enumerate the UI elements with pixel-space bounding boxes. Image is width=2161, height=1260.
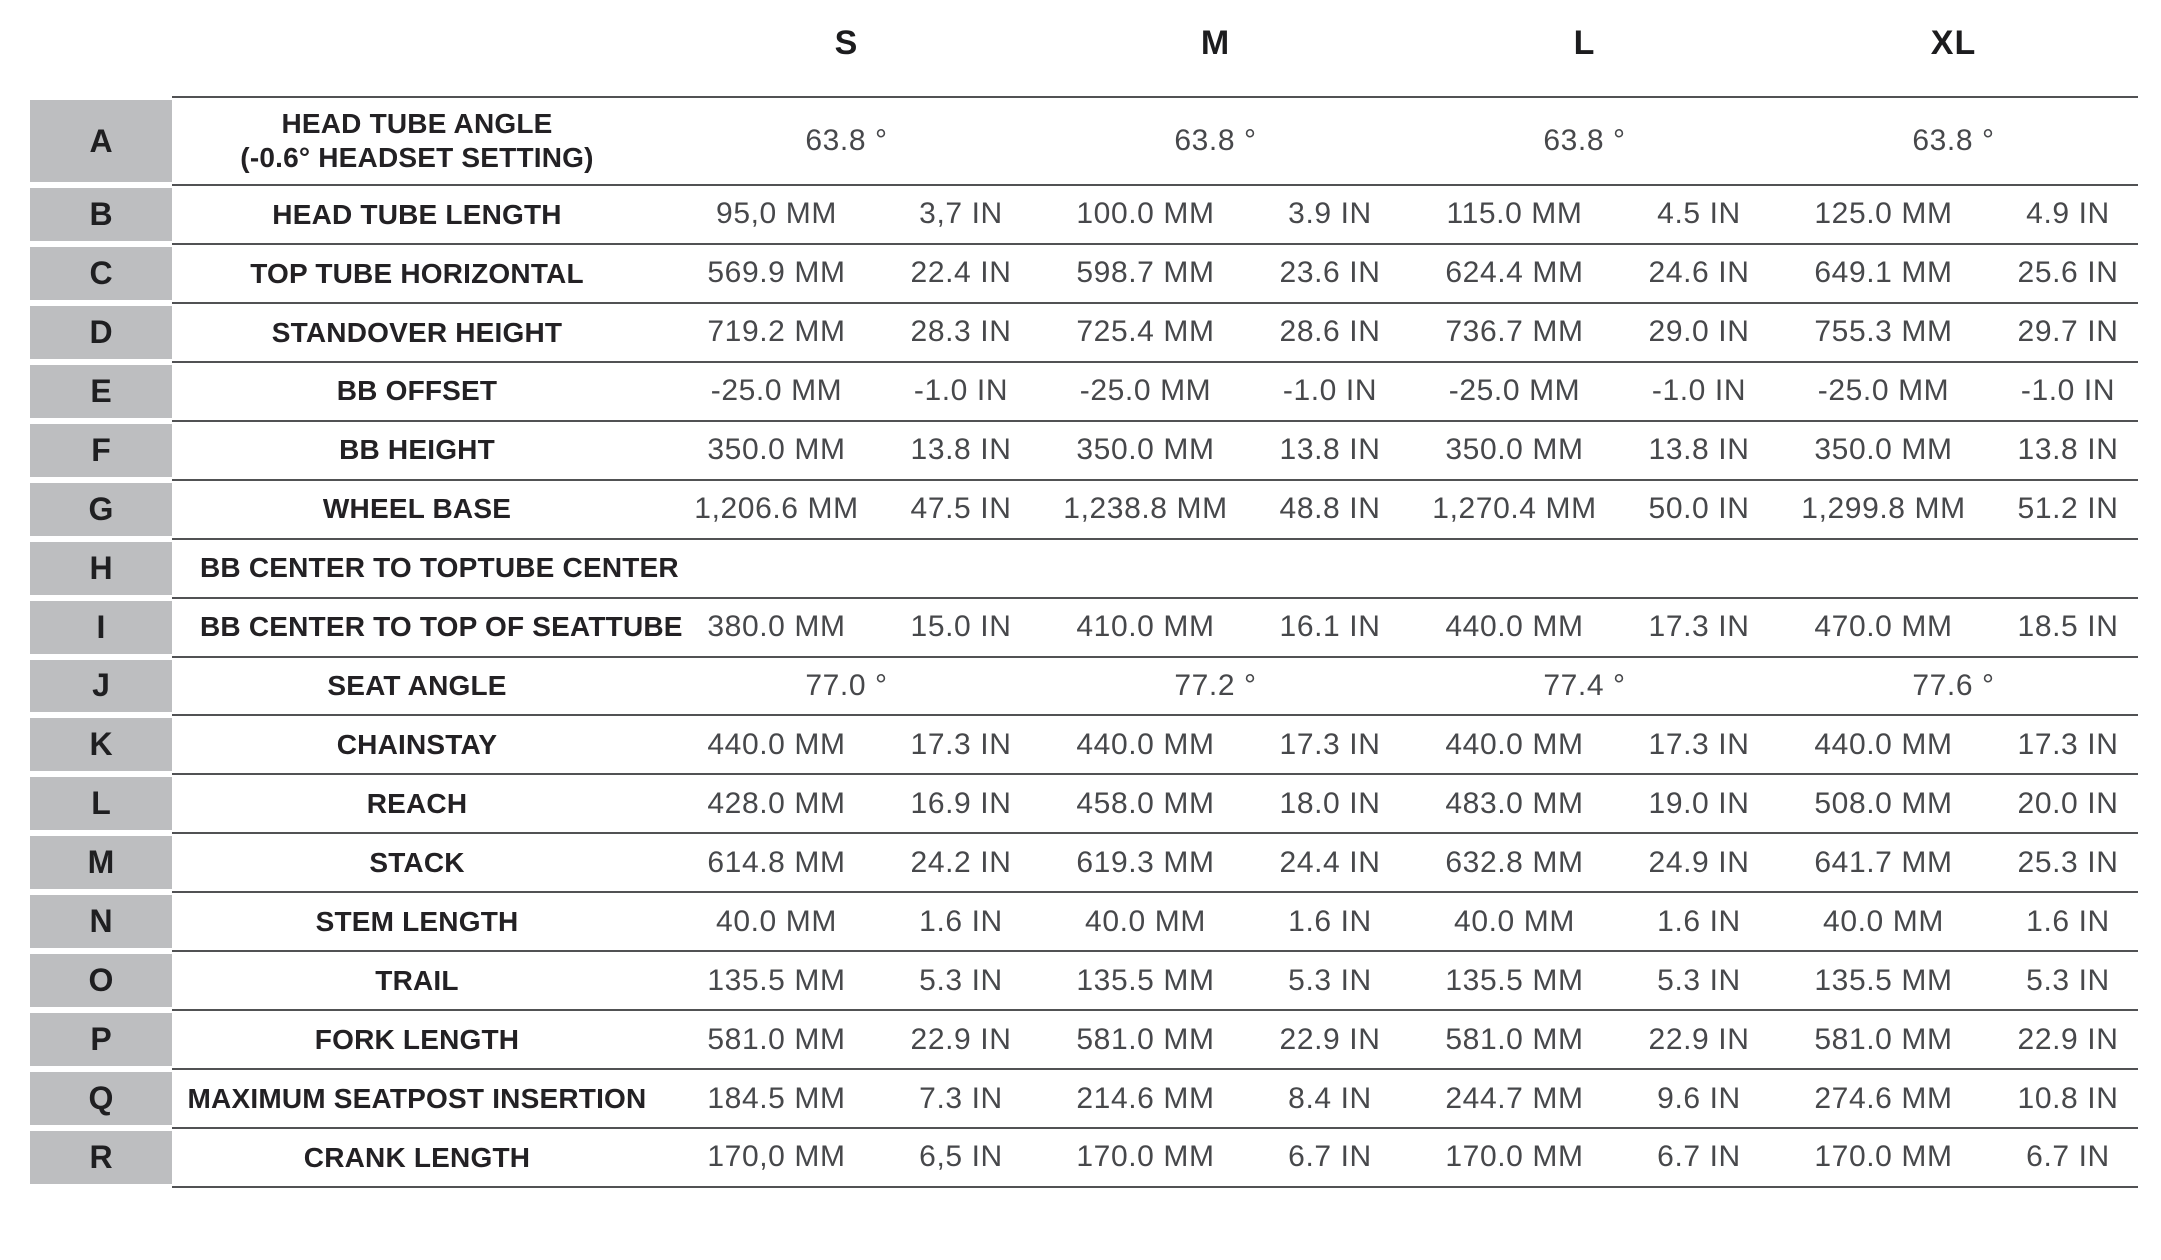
row-label: [172, 362, 662, 421]
value-mm: 40.0 MM: [1085, 904, 1206, 938]
value-mm: 614.8 MM: [707, 845, 846, 879]
row-label-text: BB CENTER TO TOPTUBE CENTER: [200, 552, 679, 584]
value-mm: 619.3 MM: [1076, 845, 1215, 879]
value-mm: 350.0 MM: [1445, 433, 1584, 467]
value-mm: 624.4 MM: [1445, 256, 1584, 290]
value-mm: 470.0 MM: [1814, 610, 1953, 644]
value-mm: 274.6 MM: [1814, 1081, 1953, 1115]
value-angle: 77.4 °: [1543, 668, 1626, 702]
value-mm: 725.4 MM: [1076, 315, 1215, 349]
value-in: 6,5 IN: [919, 1140, 1003, 1174]
value-mm: 736.7 MM: [1445, 315, 1584, 349]
row-letter: R: [30, 1131, 172, 1184]
row-label-text: REACH: [366, 788, 468, 820]
value-mm: 170.0 MM: [1076, 1140, 1215, 1174]
value-mm: 135.5 MM: [707, 963, 846, 997]
value-mm: 641.7 MM: [1814, 845, 1953, 879]
row-label-text: HEAD TUBE LENGTH: [272, 198, 562, 230]
table-row-n: [30, 892, 2138, 951]
value-in: 22.9 IN: [2017, 1022, 2119, 1056]
value-mm: 214.6 MM: [1076, 1081, 1215, 1115]
value-in: -1.0 IN: [2020, 374, 2116, 408]
value-in: 4.9 IN: [2026, 197, 2110, 231]
value-in: 5.3 IN: [919, 963, 1003, 997]
corner-spacer: [30, 44, 662, 54]
value-in: 17.3 IN: [2017, 727, 2119, 761]
row-label: [172, 774, 662, 833]
row-label: [172, 657, 662, 716]
row-letter: J: [30, 660, 172, 713]
row-letter: M: [30, 836, 172, 889]
row-letter: G: [30, 483, 172, 536]
value-in: 3.9 IN: [1288, 197, 1372, 231]
value-in: 24.4 IN: [1279, 845, 1381, 879]
value-mm: 170.0 MM: [1445, 1140, 1584, 1174]
value-mm: 649.1 MM: [1814, 256, 1953, 290]
table-row-k: [30, 715, 2138, 774]
value-in: 5.3 IN: [1657, 963, 1741, 997]
size-header-s: S: [834, 24, 859, 62]
value-mm: 458.0 MM: [1076, 786, 1215, 820]
row-label: [172, 715, 662, 774]
row-label-text: MAXIMUM SEATPOST INSERTION: [187, 1082, 647, 1114]
value-mm: 350.0 MM: [1076, 433, 1215, 467]
value-mm: 100.0 MM: [1076, 197, 1215, 231]
value-in: 10.8 IN: [2017, 1081, 2119, 1115]
value-in: 17.3 IN: [1648, 727, 1750, 761]
value-in: 29.7 IN: [2017, 315, 2119, 349]
table-row-e: [30, 362, 2138, 421]
value-in: 1.6 IN: [1657, 904, 1741, 938]
value-angle: 77.2 °: [1174, 668, 1257, 702]
value-mm: 581.0 MM: [1445, 1022, 1584, 1056]
size-header-l: L: [1573, 24, 1596, 62]
row-label: [172, 421, 662, 480]
value-mm: 350.0 MM: [1814, 433, 1953, 467]
value-in: 29.0 IN: [1648, 315, 1750, 349]
value-in: 17.3 IN: [1648, 610, 1750, 644]
table-row-i: [30, 598, 2138, 657]
row-label-text: SEAT ANGLE: [327, 670, 507, 702]
value-angle: 63.8 °: [1912, 124, 1995, 157]
value-in: 24.2 IN: [910, 845, 1012, 879]
value-in: 1.6 IN: [1288, 904, 1372, 938]
value-mm: -25.0 MM: [710, 374, 843, 408]
value-in: 22.9 IN: [1279, 1022, 1381, 1056]
value-mm: -25.0 MM: [1448, 374, 1581, 408]
value-in: -1.0 IN: [1282, 374, 1378, 408]
row-label: [172, 244, 662, 303]
row-label: [172, 951, 662, 1010]
value-in: -1.0 IN: [913, 374, 1009, 408]
row-label: [172, 539, 2138, 598]
value-mm: 170,0 MM: [707, 1140, 846, 1174]
value-in: 20.0 IN: [2017, 786, 2119, 820]
value-in: 48.8 IN: [1279, 492, 1381, 526]
value-mm: 755.3 MM: [1814, 315, 1953, 349]
row-letter: F: [30, 424, 172, 477]
value-mm: 440.0 MM: [707, 727, 846, 761]
table-row-p: [30, 1010, 2138, 1069]
value-mm: -25.0 MM: [1079, 374, 1212, 408]
value-in: 28.3 IN: [910, 315, 1012, 349]
value-mm: 598.7 MM: [1076, 256, 1215, 290]
row-label: [172, 1069, 662, 1128]
value-mm: 440.0 MM: [1445, 610, 1584, 644]
value-mm: 569.9 MM: [707, 256, 846, 290]
row-letter: E: [30, 365, 172, 418]
table-row-o: [30, 951, 2138, 1010]
row-label: [172, 1010, 662, 1069]
value-in: 8.4 IN: [1288, 1081, 1372, 1115]
value-in: 15.0 IN: [910, 610, 1012, 644]
table-row-r: [30, 1128, 2138, 1187]
value-in: 17.3 IN: [1279, 727, 1381, 761]
row-label: [172, 598, 683, 657]
row-label: [172, 833, 662, 892]
table-row-g: [30, 480, 2138, 539]
value-angle: 63.8 °: [1174, 124, 1257, 157]
value-mm: 632.8 MM: [1445, 845, 1584, 879]
table-row-d: [30, 303, 2138, 362]
value-mm: 581.0 MM: [707, 1022, 846, 1056]
table-row-j: [30, 657, 2138, 716]
value-in: 47.5 IN: [910, 492, 1012, 526]
table-row-h: [30, 539, 2138, 598]
row-letter: H: [30, 542, 172, 595]
row-label: [172, 1128, 662, 1187]
value-mm: 95,0 MM: [716, 197, 837, 231]
value-in: 24.6 IN: [1648, 256, 1750, 290]
value-angle: 77.0 °: [805, 668, 888, 702]
value-in: 28.6 IN: [1279, 315, 1381, 349]
value-mm: 581.0 MM: [1076, 1022, 1215, 1056]
row-letter: D: [30, 306, 172, 359]
row-label-text: BB OFFSET: [336, 375, 498, 407]
value-in: 5.3 IN: [2026, 963, 2110, 997]
value-mm: 40.0 MM: [1823, 904, 1944, 938]
value-mm: 440.0 MM: [1445, 727, 1584, 761]
row-letter: L: [30, 777, 172, 830]
row-letter: O: [30, 954, 172, 1007]
value-in: 1.6 IN: [919, 904, 1003, 938]
value-mm: 135.5 MM: [1445, 963, 1584, 997]
geometry-table: [30, 0, 2138, 1187]
size-header-m: M: [1200, 24, 1231, 62]
value-mm: 1,299.8 MM: [1801, 492, 1966, 526]
value-mm: 115.0 MM: [1446, 197, 1583, 231]
value-in: 24.9 IN: [1648, 845, 1750, 879]
row-label-text: FORK LENGTH: [314, 1023, 520, 1055]
row-label-text: HEAD TUBE ANGLE: [281, 108, 553, 140]
value-in: 18.0 IN: [1279, 786, 1381, 820]
table-row-m: [30, 833, 2138, 892]
value-in: 16.9 IN: [910, 786, 1012, 820]
value-mm: 350.0 MM: [707, 433, 846, 467]
value-mm: 40.0 MM: [716, 904, 837, 938]
value-mm: 40.0 MM: [1454, 904, 1575, 938]
value-in: 7.3 IN: [919, 1081, 1003, 1115]
value-in: 16.1 IN: [1279, 610, 1381, 644]
row-letter: A: [30, 100, 172, 182]
table-row-q: [30, 1069, 2138, 1128]
value-in: 25.6 IN: [2017, 256, 2119, 290]
size-header-xl: XL: [1930, 24, 1977, 62]
row-label-text: WHEEL BASE: [322, 493, 512, 525]
row-letter: I: [30, 601, 172, 654]
value-mm: 1,238.8 MM: [1063, 492, 1228, 526]
value-in: 25.3 IN: [2017, 845, 2119, 879]
value-in: 17.3 IN: [910, 727, 1012, 761]
value-in: 4.5 IN: [1657, 197, 1741, 231]
size-header-row: [30, 0, 2138, 97]
value-mm: 1,206.6 MM: [694, 492, 859, 526]
value-angle: 63.8 °: [805, 124, 888, 157]
value-mm: 440.0 MM: [1076, 727, 1215, 761]
row-label-text: STACK: [369, 846, 465, 878]
row-label-text: BB HEIGHT: [339, 434, 495, 466]
value-in: 13.8 IN: [910, 433, 1012, 467]
value-in: -1.0 IN: [1651, 374, 1747, 408]
row-label: [172, 892, 662, 951]
row-label-text: BB CENTER TO TOP OF SEATTUBE: [200, 611, 683, 643]
row-label-text: TRAIL: [375, 964, 459, 996]
value-in: 1.6 IN: [2026, 904, 2110, 938]
value-in: 13.8 IN: [1279, 433, 1381, 467]
value-in: 6.7 IN: [2026, 1140, 2110, 1174]
value-mm: 719.2 MM: [707, 315, 846, 349]
value-mm: 125.0 MM: [1814, 197, 1953, 231]
value-in: 13.8 IN: [2017, 433, 2119, 467]
value-in: 3,7 IN: [919, 197, 1003, 231]
value-mm: 380.0 MM: [707, 610, 846, 644]
value-in: 22.9 IN: [1648, 1022, 1750, 1056]
value-mm: 428.0 MM: [707, 786, 846, 820]
value-mm: 508.0 MM: [1814, 786, 1953, 820]
value-mm: -25.0 MM: [1817, 374, 1950, 408]
value-in: 18.5 IN: [2017, 610, 2119, 644]
row-label-text: STANDOVER HEIGHT: [271, 316, 563, 348]
row-letter: B: [30, 188, 172, 241]
value-mm: 483.0 MM: [1445, 786, 1584, 820]
value-in: 6.7 IN: [1657, 1140, 1741, 1174]
table-row-b: [30, 185, 2138, 244]
row-letter: Q: [30, 1072, 172, 1125]
table-row-c: [30, 244, 2138, 303]
row-letter: C: [30, 247, 172, 300]
row-label: [172, 185, 662, 244]
row-label: [172, 480, 662, 539]
row-letter: K: [30, 718, 172, 771]
row-label: [172, 97, 662, 185]
value-in: 6.7 IN: [1288, 1140, 1372, 1174]
value-in: 50.0 IN: [1648, 492, 1750, 526]
value-mm: 440.0 MM: [1814, 727, 1953, 761]
value-in: 22.9 IN: [910, 1022, 1012, 1056]
value-mm: 244.7 MM: [1445, 1081, 1584, 1115]
geometry-rows: [30, 97, 2138, 1187]
value-in: 23.6 IN: [1279, 256, 1381, 290]
value-in: 22.4 IN: [910, 256, 1012, 290]
value-mm: 581.0 MM: [1814, 1022, 1953, 1056]
row-letter: N: [30, 895, 172, 948]
value-in: 19.0 IN: [1648, 786, 1750, 820]
table-row-l: [30, 774, 2138, 833]
value-angle: 63.8 °: [1543, 124, 1626, 157]
value-mm: 410.0 MM: [1076, 610, 1215, 644]
row-label-text: CRANK LENGTH: [303, 1141, 531, 1173]
value-in: 5.3 IN: [1288, 963, 1372, 997]
row-label-text: STEM LENGTH: [315, 905, 519, 937]
value-mm: 1,270.4 MM: [1432, 492, 1597, 526]
value-mm: 184.5 MM: [707, 1081, 846, 1115]
value-mm: 135.5 MM: [1076, 963, 1215, 997]
row-letter: P: [30, 1013, 172, 1066]
row-sublabel-text: (-0.6° HEADSET SETTING): [240, 142, 594, 173]
table-row-f: [30, 421, 2138, 480]
row-label-text: CHAINSTAY: [336, 729, 498, 761]
value-mm: 135.5 MM: [1814, 963, 1953, 997]
row-label-text: TOP TUBE HORIZONTAL: [250, 257, 584, 289]
value-angle: 77.6 °: [1912, 668, 1995, 702]
row-label: [172, 303, 662, 362]
value-in: 51.2 IN: [2017, 492, 2119, 526]
table-row-a: [30, 97, 2138, 185]
value-in: 13.8 IN: [1648, 433, 1750, 467]
value-mm: 170.0 MM: [1814, 1140, 1953, 1174]
value-in: 9.6 IN: [1657, 1081, 1741, 1115]
